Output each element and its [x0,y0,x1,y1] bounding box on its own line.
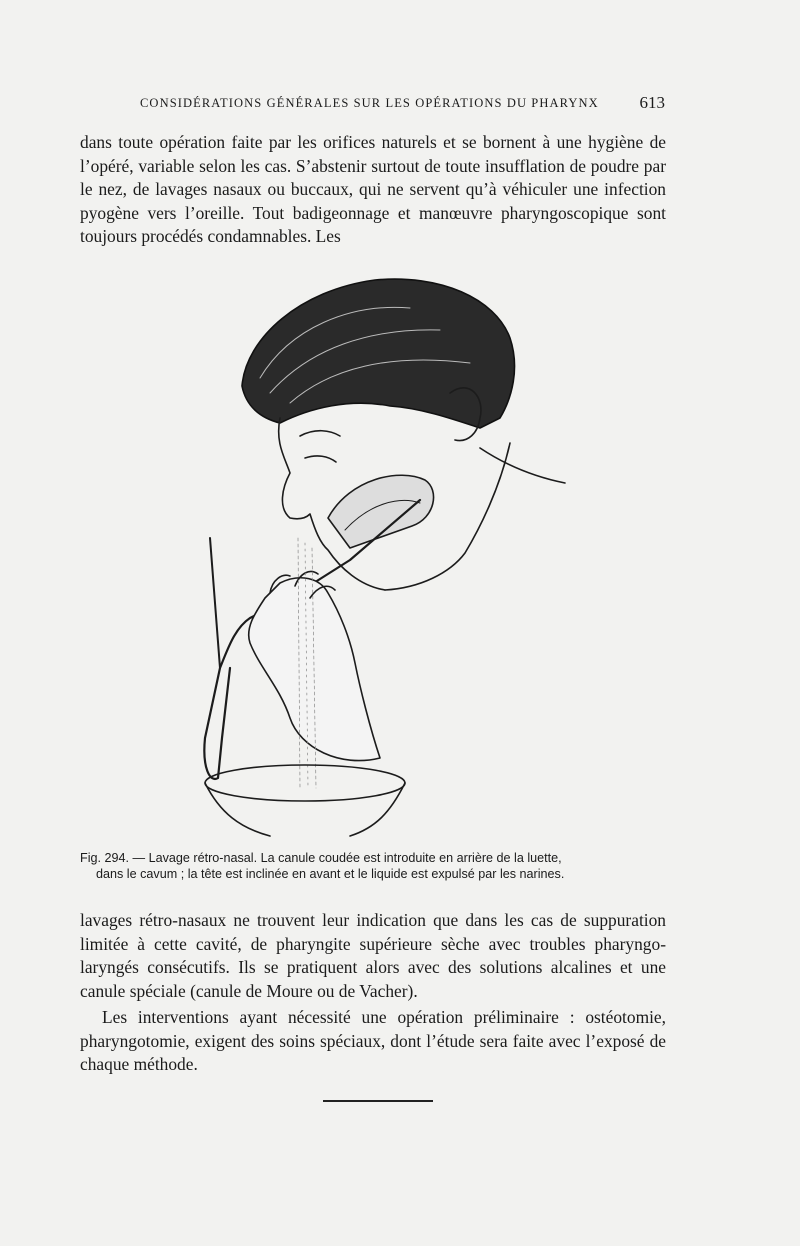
figure-illustration [150,268,650,838]
paragraph-2: lavages rétro-nasaux ne trouvent leur indication que dans les cas de suppuration limitée à cette cavité, de pharyngite supérieure sèche avec troubles pharyngo-laryngés consécutifs. Ils se pratiquent alors avec des solutions alcalines et une canule spéciale (canule de Moure ou de Vacher). [80,910,666,1001]
figure-caption [80,850,670,882]
paragraph-1: dans toute opération faite par les orifices naturels et se bornent à une hygiène de l’opéré, variable selon les cas. S’abstenir surtout de toute insufflation de poudre par le nez, de lavages nasaux ou buccaux, qui ne servent qu’à véhiculer une infection pyogène vers l’oreille. Tout badigeonnage et manœuvre pharyngoscopique sont toujours procédés condamnables. Les [80,132,666,247]
end-rule [323,1100,433,1102]
caption-line-2: dans le cavum ; la tête est inclinée en avant et le liquide est expulsé par les narines. [96,867,565,881]
caption-line-1: Fig. 294. — Lavage rétro-nasal. La canule coudée est introduite en arrière de la luette, [80,851,562,865]
cavum-cutaway [328,475,434,548]
running-title: CONSIDÉRATIONS GÉNÉRALES SUR LES OPÉRATIONS DU PHARYNX [140,96,599,110]
hair-shape [242,279,515,428]
page-number: 613 [639,93,665,112]
basin [205,765,405,801]
running-header [140,93,665,112]
paragraph-3: Les interventions ayant nécessité une opération préliminaire : ostéotomie, pharyngotomie, exigent des soins spéciaux, dont l’étude sera faite avec l’exposé de chaque méthode. [80,1007,666,1075]
